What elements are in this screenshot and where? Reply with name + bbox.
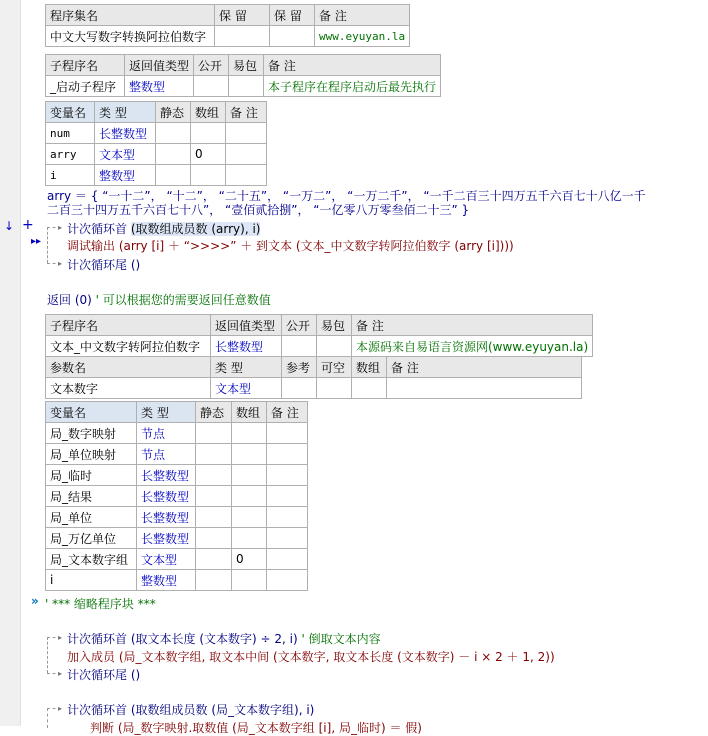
- loop-arrow-icon: ▸: [58, 223, 63, 232]
- startup-sub-return-type[interactable]: 整数型: [125, 76, 194, 97]
- loop-head-args: (取数组成员数 (arry), i): [130, 222, 261, 236]
- col-header: 子程序名: [46, 315, 211, 336]
- debug-output-args: (arry [i] ＋ “>>>>” ＋ 到文本 (文本_中文数字转阿拉伯数字 (arry [i]))): [118, 239, 514, 253]
- col-header: 数组: [191, 102, 226, 123]
- public-cell[interactable]: [282, 336, 317, 357]
- col-header: 数组: [352, 357, 387, 378]
- add-member-keyword: 加入成员: [67, 650, 116, 664]
- var-name[interactable]: 局_结果: [46, 486, 137, 507]
- var-type[interactable]: 长整数型: [95, 123, 156, 144]
- col-header: 返回值类型: [211, 315, 282, 336]
- var-type[interactable]: 文本型: [137, 549, 196, 570]
- table-row: [46, 123, 267, 144]
- var-static[interactable]: [196, 528, 232, 549]
- loop-guide: [47, 637, 48, 673]
- col-header: 备 注: [352, 315, 593, 336]
- param-type[interactable]: 文本型: [211, 378, 282, 399]
- collapsed-block[interactable]: ' *** 缩略程序块 ***: [45, 597, 156, 611]
- var-array[interactable]: 0: [191, 144, 226, 165]
- param-note[interactable]: [387, 378, 582, 399]
- epackage-cell[interactable]: [317, 336, 352, 357]
- startup-sub-name[interactable]: _启动子程序: [46, 76, 125, 97]
- var-name[interactable]: i: [46, 570, 137, 591]
- program-set-table: [45, 4, 410, 47]
- debug-output-keyword: 调试输出: [67, 239, 116, 253]
- param-array[interactable]: [352, 378, 387, 399]
- array-assign-line2[interactable]: 二百三十四万五千六百七十八”， “壹佰贰拾捌”， “一亿零八万零叁佰二十三” }: [47, 203, 470, 217]
- col-header: 子程序名: [46, 55, 125, 76]
- table-row: [46, 444, 308, 465]
- program-set-name[interactable]: 中文大写数字转换阿拉伯数字: [46, 26, 215, 47]
- loop2-args: (取数组成员数 (局_文本数字组), i): [130, 703, 315, 717]
- table-row: [46, 507, 308, 528]
- var-type[interactable]: 整数型: [95, 165, 156, 186]
- col-header: 可空: [317, 357, 352, 378]
- current-line-marker-icon: ▸▸: [31, 236, 42, 247]
- col-header: 备 注: [267, 402, 308, 423]
- table-row: [46, 423, 308, 444]
- param-optional[interactable]: [317, 378, 352, 399]
- table-row: [46, 570, 308, 591]
- var-type[interactable]: 节点: [137, 423, 196, 444]
- breakpoint-arrow-icon[interactable]: ↓: [4, 219, 15, 233]
- col-header: 返回值类型: [125, 55, 194, 76]
- array-assign-line1[interactable]: arry ＝ { “一十二”， “十二”， “二十五”， “一万二”， “一万二千”， “一千二百三十四万五千六百七十八亿一千: [47, 189, 646, 203]
- var-name[interactable]: arry: [46, 144, 95, 165]
- loop-arrow-icon: ▸: [58, 669, 63, 678]
- var-array[interactable]: [232, 486, 267, 507]
- return-line[interactable]: [47, 291, 271, 308]
- table-row: [46, 486, 308, 507]
- var-array[interactable]: [232, 444, 267, 465]
- var-name[interactable]: i: [46, 165, 95, 186]
- col-header: 静态: [196, 402, 232, 423]
- var-type[interactable]: 节点: [137, 444, 196, 465]
- col-header: 数组: [232, 402, 267, 423]
- col-header: 备 注: [387, 357, 582, 378]
- func-sub-name[interactable]: 文本_中文数字转阿拉伯数字: [46, 336, 211, 357]
- var-array[interactable]: [232, 507, 267, 528]
- var-note[interactable]: [226, 165, 267, 186]
- var-note[interactable]: [267, 465, 308, 486]
- var-type[interactable]: 长整数型: [137, 486, 196, 507]
- return-comment: ' 可以根据您的需要返回任意数值: [95, 293, 271, 307]
- var-name[interactable]: 局_临时: [46, 465, 137, 486]
- loop-arrow-icon: ▸: [58, 704, 63, 713]
- var-type[interactable]: 长整数型: [137, 528, 196, 549]
- func-params-table: [45, 356, 582, 399]
- var-note[interactable]: [226, 123, 267, 144]
- col-header: 程序集名: [46, 5, 215, 26]
- loop2-keyword: 计次循环首: [67, 703, 128, 717]
- var-name[interactable]: 局_单位: [46, 507, 137, 528]
- col-header: 备 注: [226, 102, 267, 123]
- table-row: [46, 144, 267, 165]
- col-header: 备 注: [315, 5, 410, 26]
- var-type[interactable]: 整数型: [137, 570, 196, 591]
- param-ref[interactable]: [282, 378, 317, 399]
- param-name[interactable]: 文本数字: [46, 378, 211, 399]
- col-header: 参数名: [46, 357, 211, 378]
- var-name[interactable]: num: [46, 123, 95, 144]
- col-header: 变量名: [46, 102, 95, 123]
- table-row: [46, 549, 308, 570]
- var-type[interactable]: 文本型: [95, 144, 156, 165]
- col-header: 保 留: [270, 5, 315, 26]
- table-row: [46, 528, 308, 549]
- table-row: [46, 165, 267, 186]
- var-note[interactable]: [267, 486, 308, 507]
- var-static[interactable]: [156, 165, 191, 186]
- col-header: 静态: [156, 102, 191, 123]
- loop-head-line[interactable]: [67, 220, 260, 237]
- var-type[interactable]: 长整数型: [137, 507, 196, 528]
- var-array[interactable]: [191, 123, 226, 144]
- var-array[interactable]: [232, 528, 267, 549]
- var-note[interactable]: [226, 144, 267, 165]
- return-statement: 返回 (0): [47, 293, 92, 307]
- loop-arrow-icon: ▸: [58, 259, 63, 268]
- func-sub-note[interactable]: 本源码来自易语言资源网(www.eyuyan.la): [352, 336, 593, 357]
- var-static[interactable]: [196, 570, 232, 591]
- left-gutter: [0, 0, 21, 726]
- loop2-head-line[interactable]: [67, 701, 314, 718]
- var-name[interactable]: 局_单位映射: [46, 444, 137, 465]
- var-static[interactable]: [196, 507, 232, 528]
- col-header: 备 注: [264, 55, 441, 76]
- col-header: 参考: [282, 357, 317, 378]
- debug-output-line[interactable]: [67, 237, 514, 254]
- var-array[interactable]: [232, 570, 267, 591]
- var-array[interactable]: [232, 465, 267, 486]
- var-static[interactable]: [196, 423, 232, 444]
- expand-block-icon[interactable]: »: [31, 594, 39, 608]
- var-array[interactable]: 0: [232, 549, 267, 570]
- partial-judge-line[interactable]: 判断 (局_数字映射.取数值 (局_文本数字组 [i], 局_临时) ＝ 假): [90, 721, 422, 735]
- reserved-cell[interactable]: [270, 26, 315, 47]
- col-header: 类 型: [211, 357, 282, 378]
- loop1-comment: ' 倒取文本内容: [301, 632, 381, 646]
- col-header: 类 型: [95, 102, 156, 123]
- public-cell[interactable]: [194, 76, 229, 97]
- add-member-line[interactable]: [67, 648, 555, 665]
- col-header: 保 留: [215, 5, 270, 26]
- startup-sub-table: [45, 54, 441, 97]
- table-row: [46, 378, 582, 399]
- table-row: [46, 465, 308, 486]
- var-static[interactable]: [196, 549, 232, 570]
- var-name[interactable]: 局_数字映射: [46, 423, 137, 444]
- var-note[interactable]: [267, 507, 308, 528]
- var-array[interactable]: [232, 423, 267, 444]
- loop-arrow-icon: ▸: [58, 633, 63, 642]
- func-sub-table: [45, 314, 593, 357]
- var-note[interactable]: [267, 423, 308, 444]
- col-header: 公开: [282, 315, 317, 336]
- var-static[interactable]: [156, 123, 191, 144]
- var-note[interactable]: [267, 444, 308, 465]
- var-name[interactable]: 局_文本数字组: [46, 549, 137, 570]
- var-static[interactable]: [196, 465, 232, 486]
- loop1-tail-line[interactable]: 计次循环尾 (): [67, 668, 141, 682]
- add-member-args: (局_文本数字组, 取文本中间 (文本数字, 取文本长度 (文本数字) － i × 2 ＋ 1, 2)): [118, 650, 555, 664]
- col-header: 易包: [229, 55, 264, 76]
- col-header: 类 型: [137, 402, 196, 423]
- reserved-cell[interactable]: [215, 26, 270, 47]
- loop-head-keyword: 计次循环首: [67, 222, 128, 236]
- loop-guide: [47, 227, 48, 263]
- add-line-icon[interactable]: +: [22, 217, 34, 233]
- loop-guide: [47, 708, 48, 728]
- var-note[interactable]: [267, 549, 308, 570]
- var-static[interactable]: [196, 444, 232, 465]
- startup-vars-table: [45, 101, 267, 186]
- startup-sub-note[interactable]: 本子程序在程序启动后最先执行: [264, 76, 441, 97]
- var-note[interactable]: [267, 570, 308, 591]
- var-array[interactable]: [191, 165, 226, 186]
- func-sub-return-type[interactable]: 长整数型: [211, 336, 282, 357]
- col-header: 变量名: [46, 402, 137, 423]
- func-vars-table: [45, 401, 308, 591]
- var-note[interactable]: [267, 528, 308, 549]
- var-static[interactable]: [156, 144, 191, 165]
- var-name[interactable]: 局_万亿单位: [46, 528, 137, 549]
- loop1-head-line[interactable]: [67, 630, 381, 647]
- loop1-args: (取文本长度 (文本数字) ÷ 2, i): [130, 632, 298, 646]
- col-header: 公开: [194, 55, 229, 76]
- program-set-note[interactable]: www.eyuyan.la: [315, 26, 410, 47]
- loop-tail-line[interactable]: 计次循环尾 (): [67, 258, 141, 272]
- loop1-keyword: 计次循环首: [67, 632, 128, 646]
- epackage-cell[interactable]: [229, 76, 264, 97]
- var-type[interactable]: 长整数型: [137, 465, 196, 486]
- var-static[interactable]: [196, 486, 232, 507]
- col-header: 易包: [317, 315, 352, 336]
